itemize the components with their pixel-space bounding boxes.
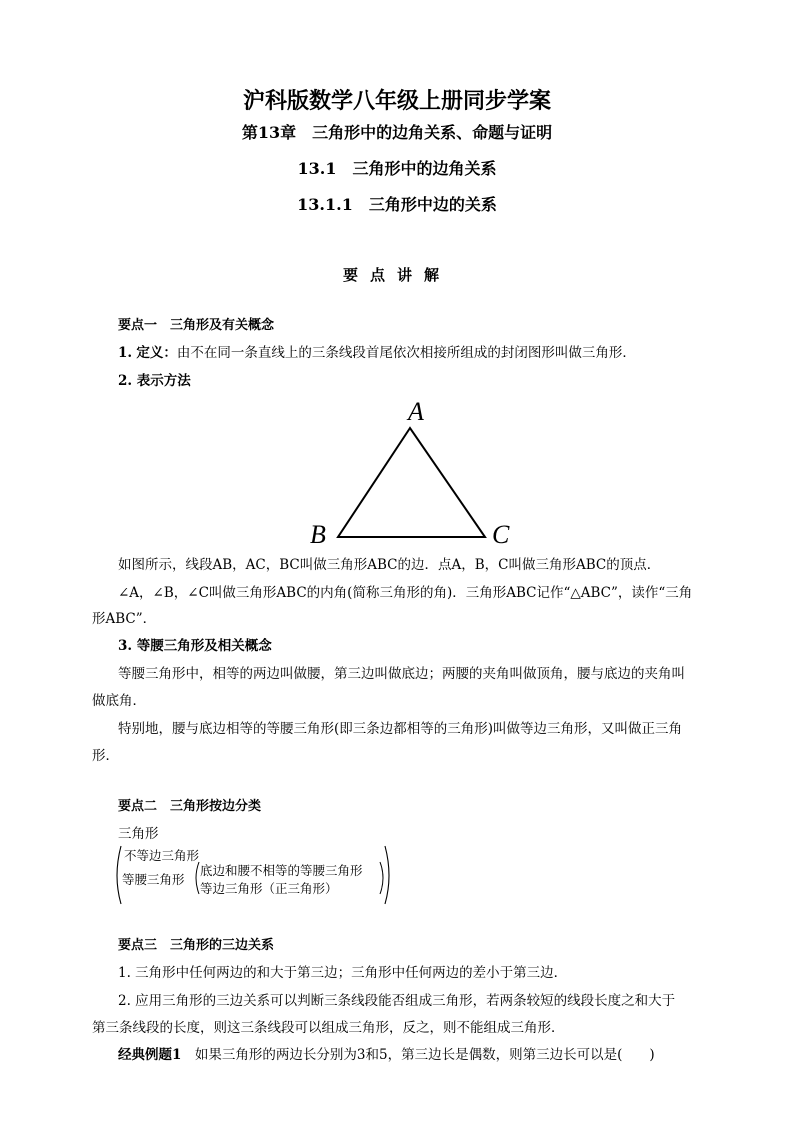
outer-brace-left [117, 846, 121, 904]
example-text: 如果三角形的两边长分别为3和5，第三边长是偶数，则第三边长可以是( ) [194, 1047, 655, 1063]
side-rule-2a: 2. 应用三角形的三边关系可以判断三条线段能否组成三角形，若两条较短的线段长度之和大于 [118, 993, 676, 1009]
document-title: 沪科版数学八年级上册同步学案 [242, 88, 551, 114]
inner-brace-left [196, 862, 199, 894]
section-title: 13.1 三角形中的边角关系 [297, 159, 497, 178]
points-heading: 要点讲解 [342, 266, 451, 284]
figure-description-2b: 形ABC”． [92, 611, 157, 627]
vertex-label-a: A [408, 397, 424, 426]
classification-root: 三角形 [118, 826, 159, 842]
isosceles-text-1a: 等腰三角形中，相等的两边叫做腰，第三边叫做底边；两腰的夹角叫做顶角，腰与底边的夹角叫 [118, 666, 685, 682]
vertex-label-c: C [492, 520, 510, 549]
triangle-abc-figure [300, 394, 530, 550]
triangle-abc-shape [338, 428, 485, 537]
subsection-title: 13.1.1 三角形中边的关系 [297, 195, 497, 214]
example-label: 经典例题1 [118, 1047, 182, 1063]
point2-title: 要点二 三角形按边分类 [118, 799, 262, 814]
definition-label: 定义： [136, 345, 177, 361]
definition-text: 由不在同一条直线上的三条线段首尾依次相接所组成的封闭图形叫做三角形． [176, 345, 636, 361]
side-rule-1: 1. 三角形中任何两边的和大于第三边；三角形中任何两边的差小于第三边． [118, 965, 568, 981]
figure-description-2a: ∠A，∠B，∠C叫做三角形ABC的内角(简称三角形的角)．三角形ABC记作“△ABC”，读作“三角 [118, 585, 693, 601]
scalene-triangle: 不等边三角形 [124, 848, 200, 863]
notation-heading: 2. 表示方法 [118, 373, 191, 389]
side-rule-2b: 第三条线段的长度，则这三条线段可以组成三角形，反之，则不能组成三角形． [92, 1020, 565, 1036]
isosceles-triangle: 等腰三角形 [122, 872, 185, 887]
figure-description-1: 如图所示，线段AB，AC，BC叫做三角形ABC的边．点A，B，C叫做三角形ABC的顶点． [118, 557, 661, 573]
isosceles-heading: 3. 等腰三角形及相关概念 [118, 638, 272, 654]
isosceles-text-1b: 做底角． [92, 693, 146, 709]
point3-title: 要点三 三角形的三边关系 [118, 938, 275, 953]
inner-brace-right [380, 862, 383, 894]
isosceles-text-2a: 特别地，腰与底边相等的等腰三角形(即三条边都相等的三角形)叫做等边三角形，又叫做正三角 [118, 721, 683, 737]
definition-line [118, 341, 636, 361]
example-1 [118, 1043, 655, 1063]
outer-brace-right [385, 846, 389, 904]
point1-title: 要点一 三角形及有关概念 [118, 318, 275, 333]
isosceles-text-2b: 形． [92, 748, 119, 764]
equilateral-triangle: 等边三角形（正三角形） [200, 881, 338, 896]
vertex-label-b: B [310, 520, 326, 549]
chapter-title: 第13章 三角形中的边角关系、命题与证明 [241, 123, 553, 142]
isosceles-non-equilateral: 底边和腰不相等的等腰三角形 [200, 863, 363, 878]
definition-number: 1. [118, 345, 133, 361]
